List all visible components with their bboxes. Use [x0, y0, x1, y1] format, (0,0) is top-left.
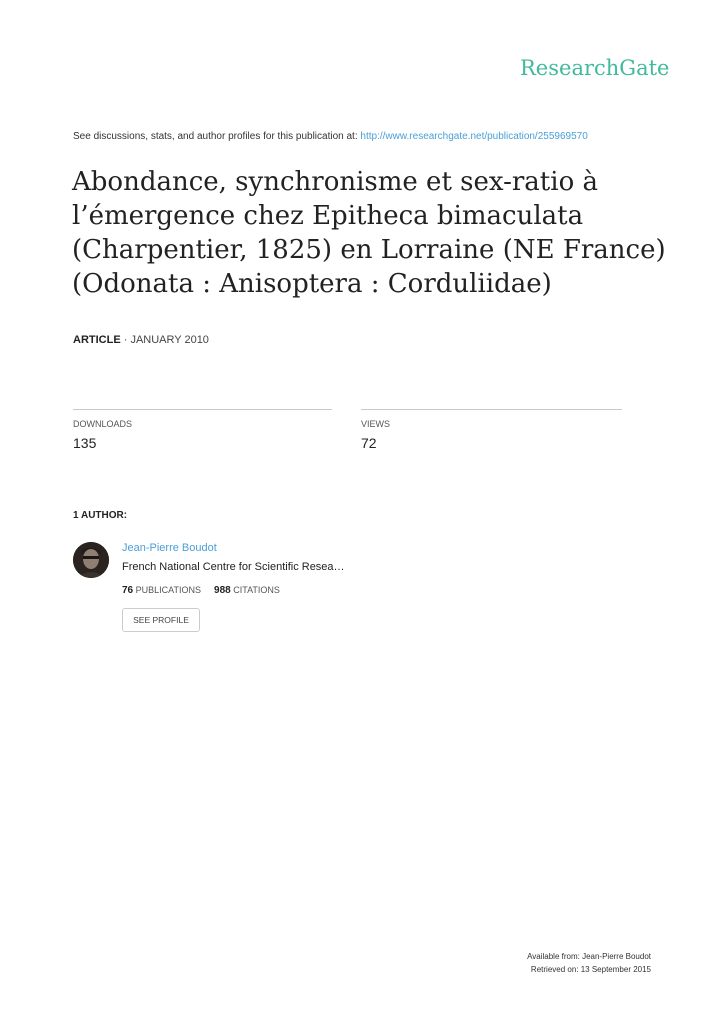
downloads-value: 135: [73, 435, 97, 451]
publication-title: Abondance, synchronisme et sex-ratio à l’émergence chez Epitheca bimaculata (Charpentier, 1825) en Lorraine (NE France) (Odonata : Anisoptera : Corduliidae): [72, 167, 666, 299]
publications-count: 76: [122, 585, 134, 596]
meta-separator: ·: [120, 334, 131, 346]
downloads-divider: [73, 409, 332, 410]
article-date: JANUARY 2010: [130, 334, 209, 346]
author-avatar[interactable]: [73, 542, 109, 578]
publications-label: PUBLICATIONS: [135, 585, 201, 595]
citations-label: CITATIONS: [233, 585, 280, 595]
author-stats: [122, 585, 280, 596]
see-profile-button[interactable]: SEE PROFILE: [122, 608, 200, 632]
article-type: ARTICLE: [73, 334, 121, 346]
views-label: VIEWS: [361, 419, 391, 429]
publication-link[interactable]: http://www.researchgate.net/publication/255969570: [360, 131, 588, 142]
discussion-prefix: See discussions, stats, and author profiles for this publication at:: [73, 131, 358, 142]
retrieved-on: Retrieved on: 13 September 2015: [530, 965, 651, 974]
views-divider: [361, 409, 622, 410]
downloads-label: DOWNLOADS: [73, 419, 133, 429]
citations-count: 988: [214, 585, 231, 596]
author-name-link[interactable]: Jean-Pierre Boudot: [122, 542, 217, 554]
researchgate-logo[interactable]: ResearchGate: [520, 56, 670, 80]
views-value: 72: [361, 435, 377, 451]
available-from: Available from: Jean-Pierre Boudot: [527, 952, 651, 961]
page-footer: [527, 950, 651, 976]
article-meta: [73, 334, 209, 346]
discussion-notice: [73, 131, 588, 142]
author-institution: French National Centre for Scientific Resea…: [122, 561, 345, 573]
authors-heading: 1 AUTHOR:: [73, 510, 128, 521]
author-photo-icon: [73, 542, 109, 578]
